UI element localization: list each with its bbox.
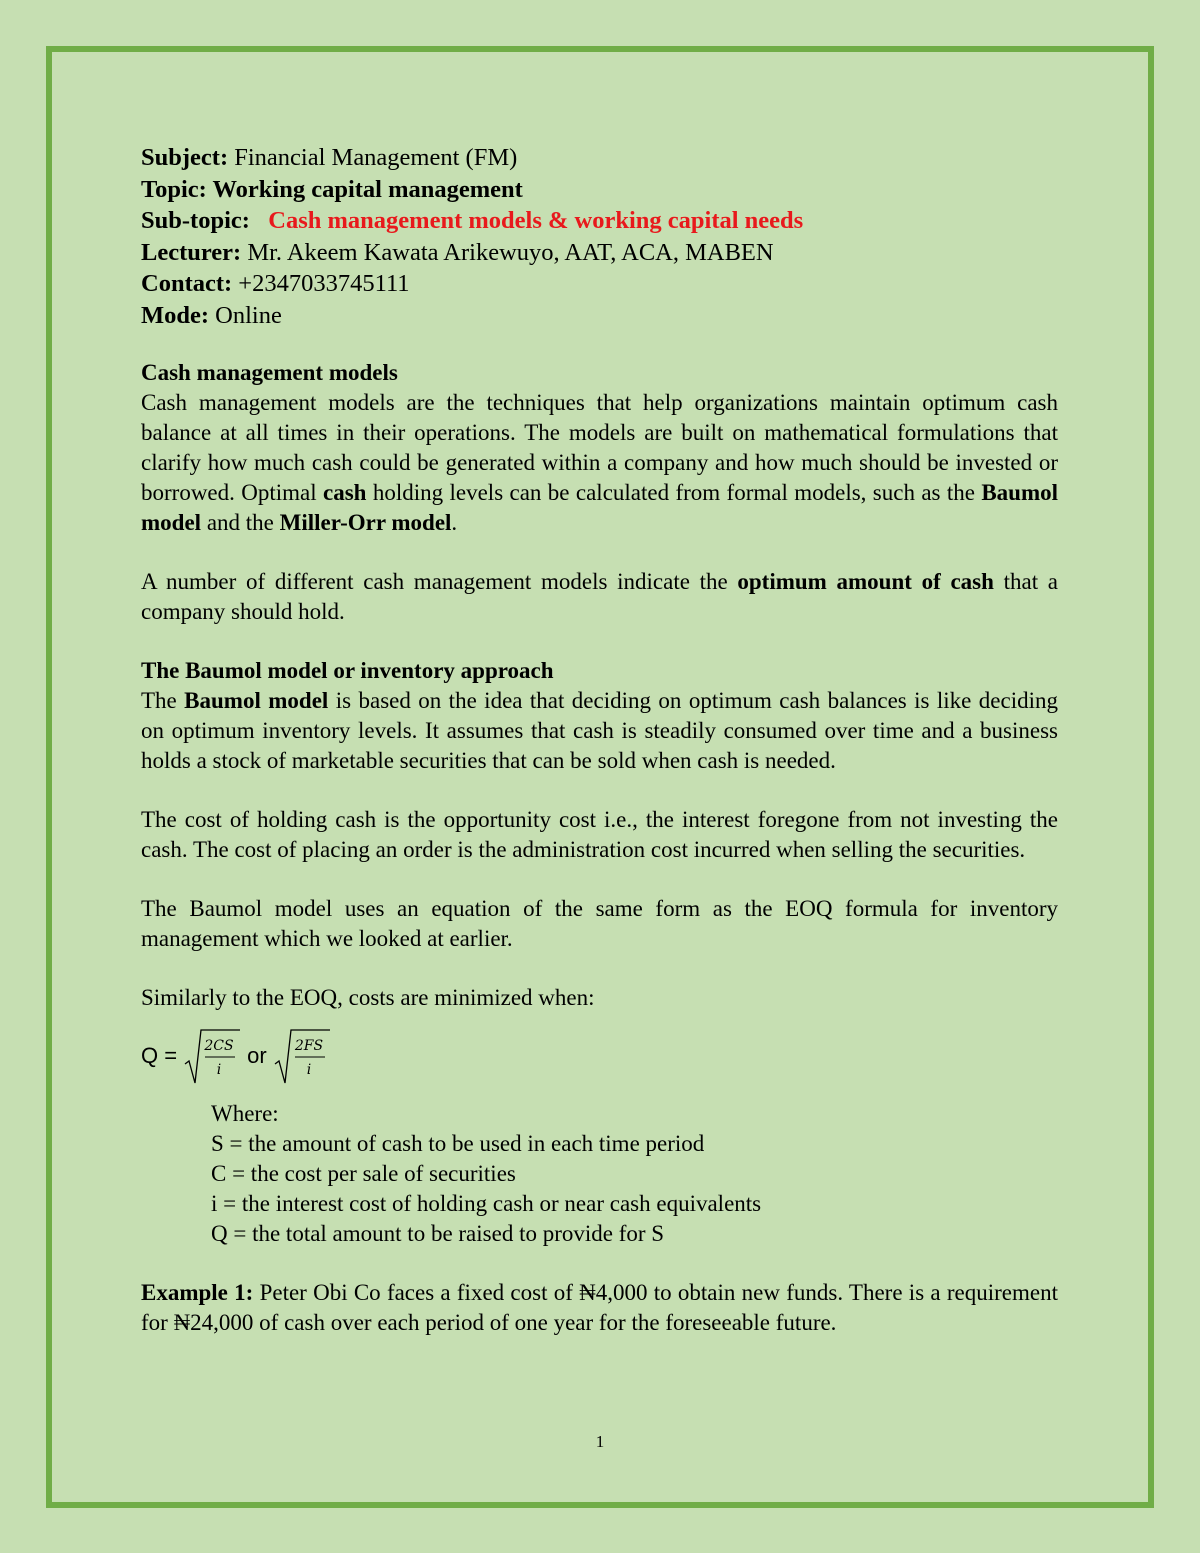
where-block bbox=[141, 1099, 1058, 1249]
formula-numerator-2: 2FS bbox=[294, 1038, 323, 1054]
where-item-c: C = the cost per sale of securities bbox=[211, 1161, 516, 1186]
section-heading-cash-models: Cash management models bbox=[141, 360, 398, 385]
document-header bbox=[141, 142, 1058, 331]
document-body bbox=[141, 142, 1058, 1338]
square-root-icon bbox=[273, 1026, 331, 1086]
where-title: Where: bbox=[211, 1101, 279, 1126]
page-number: 1 bbox=[595, 1432, 605, 1451]
paragraph-cash-models-intro: Cash management models are the techniques that help organizations maintain optimum cash balance at all times in their operations. The models are built on mathematical formulations that clarify how much cash could be generated within a company and how much should be invested or borrowed. Optimal cash holding levels can be calculated from formal models, such as the Baumol model and the Miller-Orr model. bbox=[141, 390, 1059, 535]
example-1: Example 1: Peter Obi Co faces a fixed cost of ₦4,000 to obtain new funds. There is a requirement for ₦24,000 of cash over each period of one year for the foreseeable future. bbox=[141, 1280, 1058, 1335]
section-heading-baumol: The Baumol model or inventory approach bbox=[141, 658, 554, 683]
where-item-i: i = the interest cost of holding cash or near cash equivalents bbox=[211, 1191, 762, 1216]
subtopic-line: Sub-topic: Cash management models & working capital needs bbox=[141, 207, 804, 234]
formula-lhs: Q = bbox=[141, 1043, 178, 1068]
paragraph-eoq-form: The Baumol model uses an equation of the same form as the EOQ formula for inventory management which we looked at earlier. bbox=[141, 896, 1058, 951]
mode-line: Mode: Online bbox=[141, 301, 282, 329]
contact-line: Contact: +2347033745111 bbox=[141, 270, 410, 297]
formula-denominator-1: i bbox=[216, 1062, 222, 1078]
baumol-formula bbox=[141, 1021, 1058, 1091]
paragraph-costs-minimized: Similarly to the EOQ, costs are minimized when: bbox=[141, 985, 595, 1010]
subject-line: Subject: Financial Management (FM) bbox=[141, 144, 518, 171]
paragraph-holding-cost: The cost of holding cash is the opportunity cost i.e., the interest foregone from not investing the cash. The cost of placing an order is the administration cost incurred when selling the securities. bbox=[141, 807, 1058, 862]
where-item-s: S = the amount of cash to be used in each time period bbox=[211, 1131, 705, 1156]
formula-or: or bbox=[247, 1043, 267, 1068]
square-root-icon bbox=[183, 1026, 241, 1086]
formula-denominator-2: i bbox=[306, 1062, 311, 1078]
paragraph-baumol-intro: The Baumol model is based on the idea that deciding on optimum cash balances is like deciding on optimum inventory levels. It assumes that cash is steadily consumed over time and a business holds a stock of marketable securities that can be sold when cash is needed. bbox=[141, 688, 1059, 773]
where-item-q: Q = the total amount to be raised to provide for S bbox=[211, 1221, 665, 1246]
lecturer-line: Lecturer: Mr. Akeem Kawata Arikewuyo, AAT, ACA, MABEN bbox=[141, 238, 774, 266]
topic-line: Topic: Working capital management bbox=[141, 175, 523, 203]
formula-numerator-1: 2CS bbox=[204, 1038, 234, 1054]
paragraph-optimum-cash: A number of different cash management models indicate the optimum amount of cash that a company should hold. bbox=[141, 569, 1058, 624]
